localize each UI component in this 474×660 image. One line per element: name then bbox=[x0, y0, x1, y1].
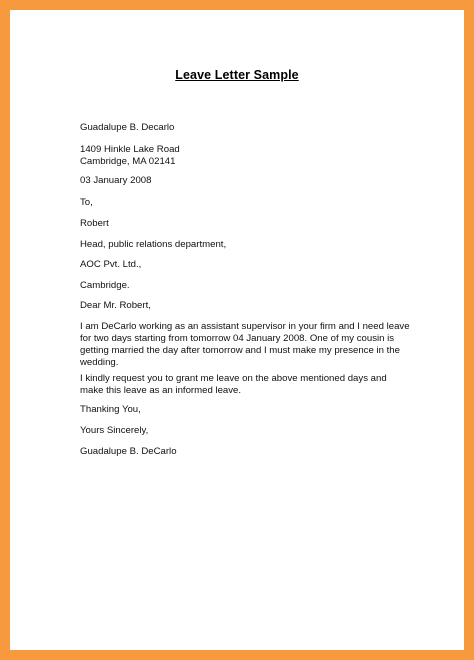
body-paragraph-1-line: for two days starting from tomorrow 04 January 2008. One of my cousin is bbox=[80, 333, 395, 344]
body-paragraph-1 bbox=[80, 321, 420, 369]
salutation: Dear Mr. Robert, bbox=[80, 300, 151, 311]
body-paragraph-1-line: getting married the day after tomorrow and I must make my presence in the bbox=[80, 345, 400, 356]
body-paragraph-1-line: I am DeCarlo working as an assistant supervisor in your firm and I need leave bbox=[80, 321, 410, 332]
signature-name: Guadalupe B. DeCarlo bbox=[80, 446, 177, 457]
letter-title: Leave Letter Sample bbox=[175, 68, 299, 82]
address-line-2: Cambridge, MA 02141 bbox=[80, 156, 176, 167]
recipient-name: Robert bbox=[80, 218, 109, 229]
letter-page bbox=[10, 10, 464, 650]
thanks-line: Thanking You, bbox=[80, 404, 141, 415]
closing-line: Yours Sincerely, bbox=[80, 425, 149, 436]
address-line-1: 1409 Hinkle Lake Road bbox=[80, 144, 180, 155]
body-paragraph-2-line: I kindly request you to grant me leave on the above mentioned days and bbox=[80, 373, 387, 384]
recipient-title: Head, public relations department, bbox=[80, 239, 227, 250]
city: Cambridge. bbox=[80, 280, 130, 291]
to-label: To, bbox=[80, 197, 93, 208]
body-paragraph-1-line: wedding. bbox=[80, 357, 119, 368]
letter-date: 03 January 2008 bbox=[80, 175, 152, 186]
body-paragraph-2-line: make this leave as an informed leave. bbox=[80, 385, 242, 396]
sender-name: Guadalupe B. Decarlo bbox=[80, 122, 175, 133]
company-name: AOC Pvt. Ltd., bbox=[80, 259, 142, 270]
body-paragraph-2 bbox=[80, 373, 420, 397]
